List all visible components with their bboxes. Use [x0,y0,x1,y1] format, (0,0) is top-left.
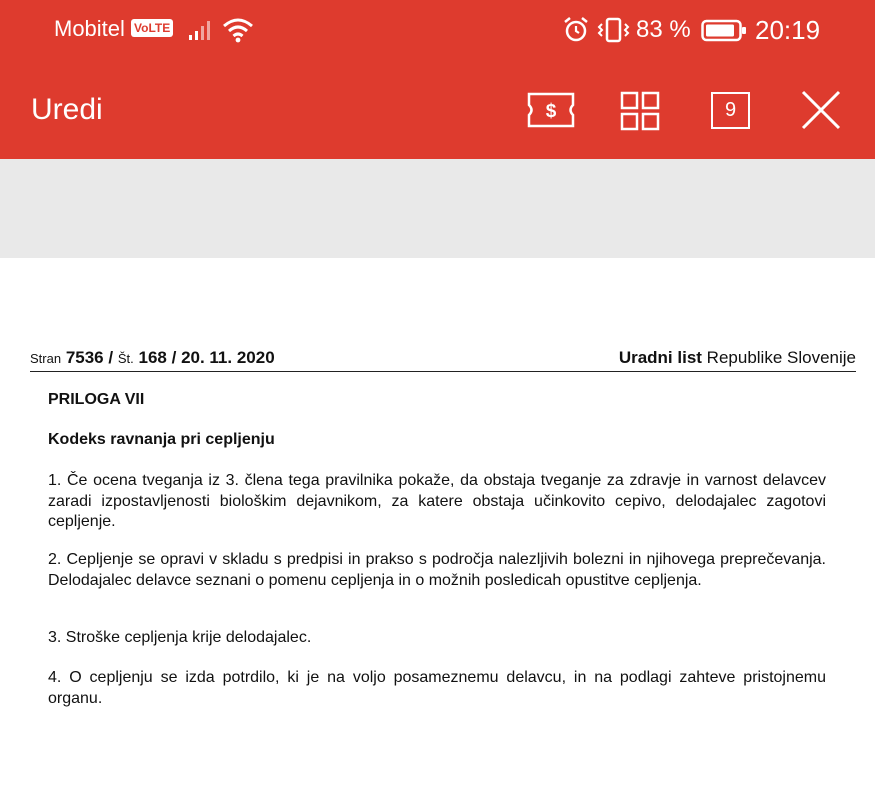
ticket-dollar-icon[interactable] [526,91,576,129]
status-time: 20:19 [755,15,821,45]
document-header [30,345,856,372]
page-count-badge[interactable]: 9 [711,92,750,129]
svg-text:$: $ [545,101,557,122]
battery-icon [701,19,747,43]
paragraph-2: 2. Cepljenje se opravi v skladu s predpisi in prakso s področja nalezljivih bolezni in njihovega preprečevanja. Delodajalec delavce seznani o pomenu cepljenja in o možnih posledicah opustitve cepljenja. [48,551,826,589]
separator: / [108,348,114,367]
paragraph-4: 4. O cepljenju se izda potrdilo, ki je na voljo posameznemu delavcu, in na podlagi zahteve pristojnemu organu. [48,669,826,707]
app-header [0,0,875,159]
publication-name [619,348,856,368]
strana-label: Stran [30,351,62,366]
signal-icon [188,19,214,41]
publication-rest: Republike Slovenije [706,348,856,367]
issue-label: Št. [117,351,134,366]
page-number: 7536 [65,348,104,367]
publication-bold: Uradni list [618,348,702,367]
page-title: Uredi [31,93,103,126]
separator: / [171,348,177,367]
carrier-name: Mobitel [54,16,125,41]
issue-date: 20. 11. 2020 [181,348,275,367]
document-page [0,258,875,800]
alarm-icon [562,16,590,44]
vibrate-icon [596,16,632,44]
issue-info [30,348,275,368]
toolbar-spacer [0,159,875,258]
section-title: Kodeks ravnanja pri cepljenju [48,431,275,448]
battery-percent: 83 % [636,16,691,43]
wifi-icon [221,16,255,44]
close-icon[interactable] [800,89,842,131]
grid-icon[interactable] [619,90,661,132]
issue-number: 168 [138,348,167,367]
paragraph-3: 3. Stroške cepljenja krije delodajalec. [48,629,312,646]
status-bar [0,0,875,62]
volte-badge: VoLTE [131,19,173,37]
annex-title: PRILOGA VII [48,391,145,408]
paragraph-1: 1. Če ocena tveganja iz 3. člena tega pravilnika pokaže, da obstaja tveganje za zdravje in varnost delavcev zaradi izpostavljenosti biološkim dejavnikom, za katere obstaja učinkovito cepivo, delodajalec zagotovi cepljenje. [48,472,826,530]
